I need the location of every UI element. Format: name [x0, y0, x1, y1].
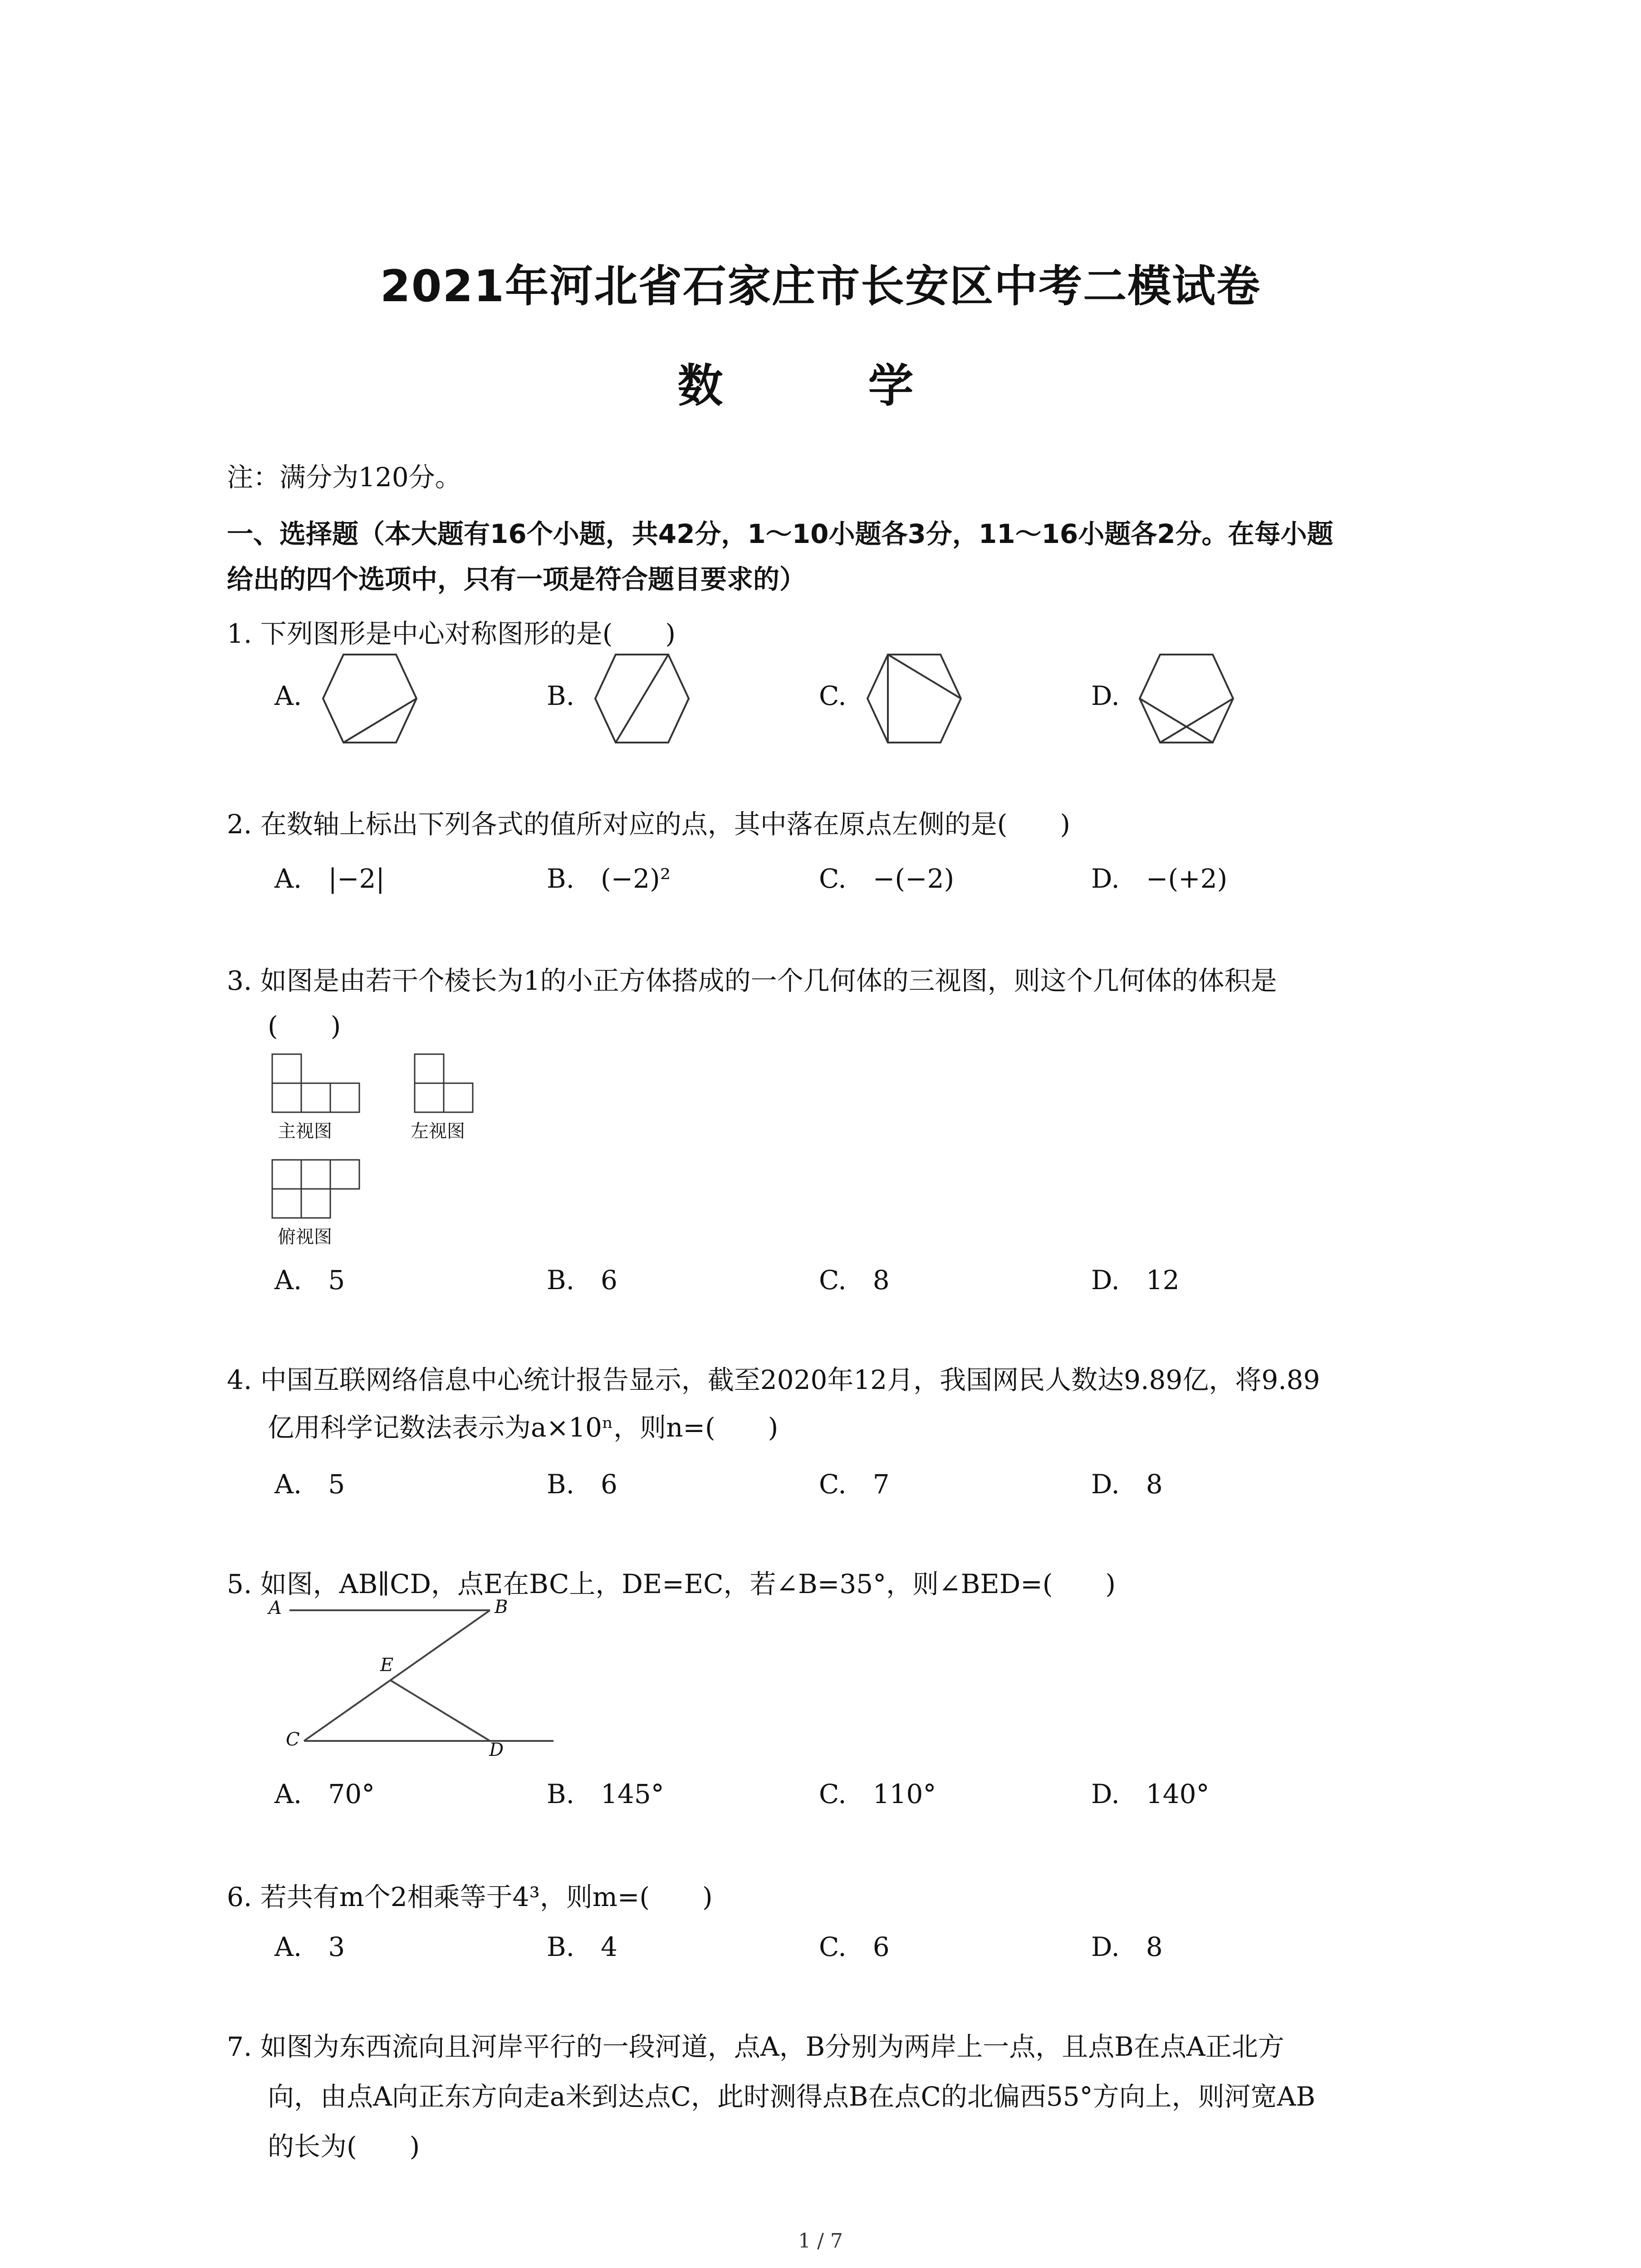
q1-option-d: D.	[1091, 680, 1120, 711]
q3-front-view-figure	[271, 1053, 362, 1115]
score-note: 注：满分为120分。	[227, 462, 461, 493]
q1-stem: 1. 下列图形是中心对称图形的是( )	[227, 618, 676, 649]
q5-parallel-lines-figure	[263, 1597, 563, 1765]
subject-heading: 数 学	[677, 359, 964, 412]
page-title: 2021年河北省石家庄市长安区中考二模试卷	[380, 261, 1261, 312]
section-heading-line2: 给出的四个选项中，只有一项是符合题目要求的）	[227, 564, 806, 595]
q1-option-b: B.	[547, 680, 575, 711]
q1-hexagon-a-figure	[318, 651, 422, 746]
q2-option-b: B. (−2)²	[547, 863, 671, 894]
q3-option-d: D. 12	[1091, 1265, 1180, 1295]
q4-option-d: D. 8	[1091, 1469, 1163, 1500]
q6-stem: 6. 若共有m个2相乘等于4³，则m=( )	[227, 1882, 713, 1912]
q6-option-c: C. 6	[819, 1931, 890, 1962]
q3-top-view-figure	[271, 1159, 362, 1221]
q4-option-b: B. 6	[547, 1469, 617, 1500]
q4-stem-line2: 亿用科学记数法表示为a×10ⁿ，则n=( )	[268, 1412, 779, 1443]
q6-option-a: A. 3	[274, 1931, 345, 1962]
q4-stem-line1: 4. 中国互联网络信息中心统计报告显示，截至2020年12月，我国网民人数达9.89亿，将9.89	[227, 1364, 1320, 1395]
q5-option-d: D. 140°	[1091, 1779, 1210, 1809]
q3-front-view-label: 主视图	[278, 1121, 332, 1142]
q7-stem-line1: 7. 如图为东西流向且河岸平行的一段河道，点A，B分别为两岸上一点，且点B在点A正北方	[227, 2031, 1284, 2062]
q5-point-d-label: D	[489, 1740, 504, 1760]
q6-option-d: D. 8	[1091, 1931, 1163, 1962]
q2-option-d: D. −(+2)	[1091, 863, 1228, 894]
q1-hexagon-c-figure	[862, 651, 966, 746]
q7-stem-line2: 向，由点A向正东方向走a米到达点C，此时测得点B在点C的北偏西55°方向上，则河宽AB	[268, 2081, 1316, 2112]
q5-point-c-label: C	[286, 1729, 300, 1750]
q5-point-b-label: B	[495, 1597, 508, 1618]
q3-top-view-label: 俯视图	[278, 1227, 332, 1247]
section-heading-line1: 一、选择题（本大题有16个小题，共42分，1～10小题各3分，11～16小题各2分。在每小题	[227, 518, 1333, 549]
q4-option-c: C. 7	[819, 1469, 890, 1500]
q3-stem-line1: 3. 如图是由若干个棱长为1的小正方体搭成的一个几何体的三视图，则这个几何体的体积是	[227, 965, 1277, 996]
q1-hexagon-d-figure	[1134, 651, 1239, 746]
q3-left-view-figure	[414, 1053, 475, 1115]
q5-option-a: A. 70°	[274, 1779, 375, 1809]
q1-option-c: C.	[819, 680, 847, 711]
page-number: 1 / 7	[798, 2229, 843, 2253]
q2-option-c: C. −(−2)	[819, 863, 955, 894]
q5-option-b: B. 145°	[547, 1779, 664, 1809]
q7-stem-line3: 的长为( )	[268, 2131, 420, 2162]
q5-point-e-label: E	[380, 1655, 394, 1676]
q3-option-a: A. 5	[274, 1265, 345, 1295]
q5-option-c: C. 110°	[819, 1779, 936, 1809]
q2-option-a: A. |−2|	[274, 863, 385, 894]
q5-stem: 5. 如图，AB∥CD，点E在BC上，DE=EC，若∠B=35°，则∠BED=( )	[227, 1569, 1116, 1599]
q3-stem-line2: ( )	[268, 1011, 341, 1041]
q3-option-c: C. 8	[819, 1265, 890, 1295]
q4-option-a: A. 5	[274, 1469, 345, 1500]
q1-hexagon-b-figure	[590, 651, 694, 746]
q2-stem: 2. 在数轴上标出下列各式的值所对应的点，其中落在原点左侧的是( )	[227, 809, 1071, 840]
q3-left-view-label: 左视图	[411, 1121, 465, 1142]
q6-option-b: B. 4	[547, 1931, 617, 1962]
q1-option-a: A.	[274, 680, 302, 711]
q5-point-a-label: A	[269, 1598, 282, 1618]
q3-option-b: B. 6	[547, 1265, 617, 1295]
